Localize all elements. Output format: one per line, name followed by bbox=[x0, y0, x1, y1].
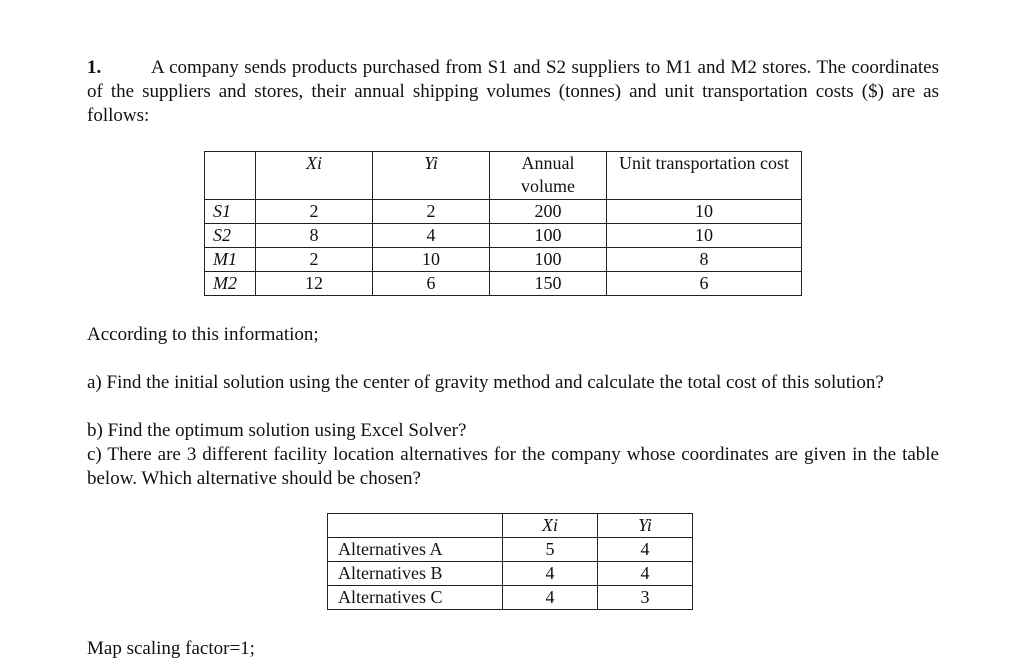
header-y: Yi bbox=[373, 152, 490, 200]
cell-y: 4 bbox=[373, 224, 490, 248]
header-label bbox=[205, 152, 256, 200]
cell-volume: 100 bbox=[490, 248, 607, 272]
row-label: M1 bbox=[205, 248, 256, 272]
cell-y: 6 bbox=[373, 272, 490, 296]
cell-y: 2 bbox=[373, 200, 490, 224]
cell-x: 2 bbox=[256, 200, 373, 224]
table-row bbox=[205, 224, 802, 248]
row-label: S2 bbox=[205, 224, 256, 248]
cell-y: 4 bbox=[598, 562, 693, 586]
question-a: a) Find the initial solution using the center of gravity method and calculate the total cost of this solution? bbox=[87, 372, 884, 393]
cell-x: 4 bbox=[503, 562, 598, 586]
cell-volume: 100 bbox=[490, 224, 607, 248]
cell-volume: 200 bbox=[490, 200, 607, 224]
cell-x: 8 bbox=[256, 224, 373, 248]
row-label: Alternatives C bbox=[328, 586, 503, 610]
cell-y: 10 bbox=[373, 248, 490, 272]
cell-x: 12 bbox=[256, 272, 373, 296]
table-header-row bbox=[205, 152, 802, 200]
supplier-store-table bbox=[204, 151, 802, 296]
problem-number: 1. bbox=[87, 57, 102, 78]
question-c: c) There are 3 different facility location alternatives for the company whose coordinates are given in the table below. Which alternative should be chosen? bbox=[87, 444, 939, 489]
cell-y: 3 bbox=[598, 586, 693, 610]
map-scaling-factor: Map scaling factor=1; bbox=[87, 638, 255, 659]
cell-cost: 6 bbox=[607, 272, 802, 296]
cell-x: 4 bbox=[503, 586, 598, 610]
problem-intro-text: A company sends products purchased from S1 and S2 suppliers to M1 and M2 stores. The coordinates of the suppliers and stores, their annual shipping volumes (tonnes) and unit transportation costs ($) are as follows: bbox=[87, 57, 939, 126]
cell-cost: 10 bbox=[607, 200, 802, 224]
according-text: According to this information; bbox=[87, 324, 319, 345]
cell-y: 4 bbox=[598, 538, 693, 562]
cell-cost: 8 bbox=[607, 248, 802, 272]
cell-cost: 10 bbox=[607, 224, 802, 248]
table-row bbox=[205, 248, 802, 272]
row-label: S1 bbox=[205, 200, 256, 224]
header-annual-volume: Annual volume bbox=[490, 152, 607, 200]
table-row bbox=[328, 538, 693, 562]
row-label: Alternatives A bbox=[328, 538, 503, 562]
question-b: b) Find the optimum solution using Excel Solver? bbox=[87, 420, 467, 441]
cell-x: 5 bbox=[503, 538, 598, 562]
cell-x: 2 bbox=[256, 248, 373, 272]
table-row bbox=[328, 586, 693, 610]
table-row bbox=[205, 272, 802, 296]
alternatives-table bbox=[327, 513, 693, 610]
row-label: Alternatives B bbox=[328, 562, 503, 586]
header-label bbox=[328, 514, 503, 538]
table-row bbox=[328, 562, 693, 586]
table-row bbox=[205, 200, 802, 224]
cell-volume: 150 bbox=[490, 272, 607, 296]
problem-intro bbox=[87, 56, 939, 128]
header-unit-cost: Unit transportation cost bbox=[607, 152, 802, 200]
table-header-row bbox=[328, 514, 693, 538]
row-label: M2 bbox=[205, 272, 256, 296]
header-x: Xi bbox=[256, 152, 373, 200]
header-x: Xi bbox=[503, 514, 598, 538]
header-y: Yi bbox=[598, 514, 693, 538]
